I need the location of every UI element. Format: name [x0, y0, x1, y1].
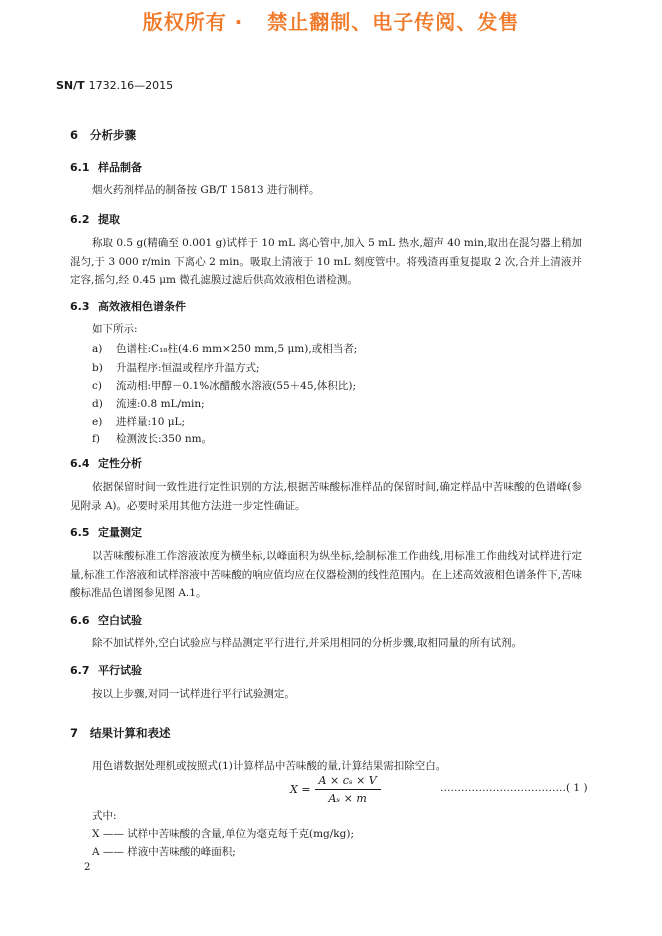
list-item: [92, 414, 185, 429]
section-6-2-text: 称取 0.5 g(精确至 0.001 g)试样于 10 mL 离心管中,加入 5 mL 热水,超声 40 min,取出在混匀器上稍加混匀,于 3 000 r/min 下离心 2 min。吸取上清液于 10 mL 刻度管中。将残渣再重复提取 2 次,合并上清液并定容,摇匀,经 0.45 μm 微孔滤膜过滤后供高效液相色谱检测。: [70, 237, 582, 286]
list-item: [92, 341, 357, 356]
section-number: 6.3: [70, 300, 90, 313]
standard-number: 1732.16—2015: [88, 79, 174, 92]
section-6-3-heading: [70, 298, 186, 314]
section-6-6-text: 除不加试样外,空白试验应与样品测定平行进行,并采用相同的分析步骤,取相同量的所有试剂。: [92, 637, 523, 649]
formula-fraction: [315, 774, 381, 805]
section-6-2-heading: [70, 211, 120, 227]
list-item: [92, 360, 260, 375]
list-label: c): [92, 380, 102, 392]
section-6-4-heading: [70, 455, 142, 471]
section-6-5-heading: [70, 524, 142, 540]
definition-x: X —— 试样中苦味酸的含量,单位为毫克每千克(mg/kg);: [92, 828, 355, 840]
list-label: d): [92, 398, 103, 410]
list-text: 流速:0.8 mL/min;: [116, 398, 205, 410]
section-number: 6.5: [70, 526, 90, 539]
section-6-4-text: 依据保留时间一致性进行定性识别的方法,根据苦味酸标准样品的保留时间,确定样品中苦味酸的色谱峰(参见附录 A)。必要时采用其他方法进一步定性确证。: [70, 481, 582, 512]
section-title: 定量测定: [98, 526, 142, 539]
section-title: 平行试验: [98, 664, 142, 677]
section-7-heading: [70, 725, 171, 741]
list-text: 色谱柱:C₁₈柱(4.6 mm×250 mm,5 μm),或相当者;: [116, 343, 358, 355]
hplc-intro: 如下所示:: [92, 323, 138, 335]
watermark-left: 版权所有 ·: [142, 10, 244, 34]
section-title: 提取: [98, 213, 120, 226]
section-number: 6.4: [70, 457, 90, 470]
watermark-right: 禁止翻制、电子传阅、发售: [267, 10, 520, 34]
list-label: b): [92, 362, 103, 374]
section-6-7-heading: [70, 662, 142, 678]
section-title: 样品制备: [98, 161, 142, 174]
formula-denominator: Aₛ × m: [328, 792, 367, 805]
standard-code: [56, 79, 173, 92]
list-label: e): [92, 416, 103, 428]
section-number: 6.1: [70, 161, 90, 174]
formula-numerator: A × cₛ × V: [315, 774, 381, 790]
copyright-watermark: [0, 6, 662, 35]
where-label: 式中:: [92, 810, 117, 822]
list-label: f): [92, 433, 100, 445]
list-text: 检测波长:350 nm。: [116, 433, 213, 445]
standard-prefix: SN/T: [56, 79, 85, 92]
list-item: [92, 431, 212, 446]
list-item: [92, 396, 205, 411]
list-label: a): [92, 343, 103, 355]
section-title: 高效液相色谱条件: [98, 300, 186, 313]
equation-number: ………………………………( 1 ): [440, 782, 588, 794]
section-6-1-text: 烟火药剂样品的制备按 GB/T 15813 进行制样。: [92, 184, 320, 196]
section-number: 7: [70, 726, 79, 740]
list-text: 进样量:10 μL;: [116, 416, 186, 428]
formula-lhs: X =: [290, 783, 311, 796]
section-number: 6: [70, 128, 79, 142]
section-title: 定性分析: [98, 457, 142, 470]
section-number: 6.7: [70, 664, 90, 677]
list-text: 升温程序:恒温或程序升温方式;: [116, 362, 260, 374]
list-item: [92, 378, 356, 393]
section-title: 结果计算和表述: [90, 726, 171, 740]
formula-1: [290, 774, 381, 805]
section-number: 6.2: [70, 213, 90, 226]
section-7-text: 用色谱数据处理机或按照式(1)计算样品中苦味酸的量,计算结果需扣除空白。: [92, 760, 447, 772]
section-6-1-heading: [70, 159, 142, 175]
section-number: 6.6: [70, 614, 90, 627]
section-title: 空白试验: [98, 614, 142, 627]
page-number: 2: [84, 862, 91, 873]
list-text: 流动相:甲醇－0.1%冰醋酸水溶液(55＋45,体积比);: [116, 380, 357, 392]
section-6-5-text: 以苦味酸标准工作溶液浓度为横坐标,以峰面积为纵坐标,绘制标准工作曲线,用标准工作曲线对试样进行定量,标准工作溶液和试样溶液中苦味酸的响应值均应在仪器检测的线性范围内。在上述高效液相色谱条件下,苦味酸标准品色谱图参见图 A.1。: [70, 550, 582, 599]
section-title: 分析步骤: [90, 128, 136, 142]
section-6-heading: [70, 127, 136, 143]
section-6-6-heading: [70, 612, 142, 628]
section-6-7-text: 按以上步骤,对同一试样进行平行试验测定。: [92, 688, 295, 700]
definition-a: A —— 样液中苦味酸的峰面积;: [92, 846, 236, 858]
